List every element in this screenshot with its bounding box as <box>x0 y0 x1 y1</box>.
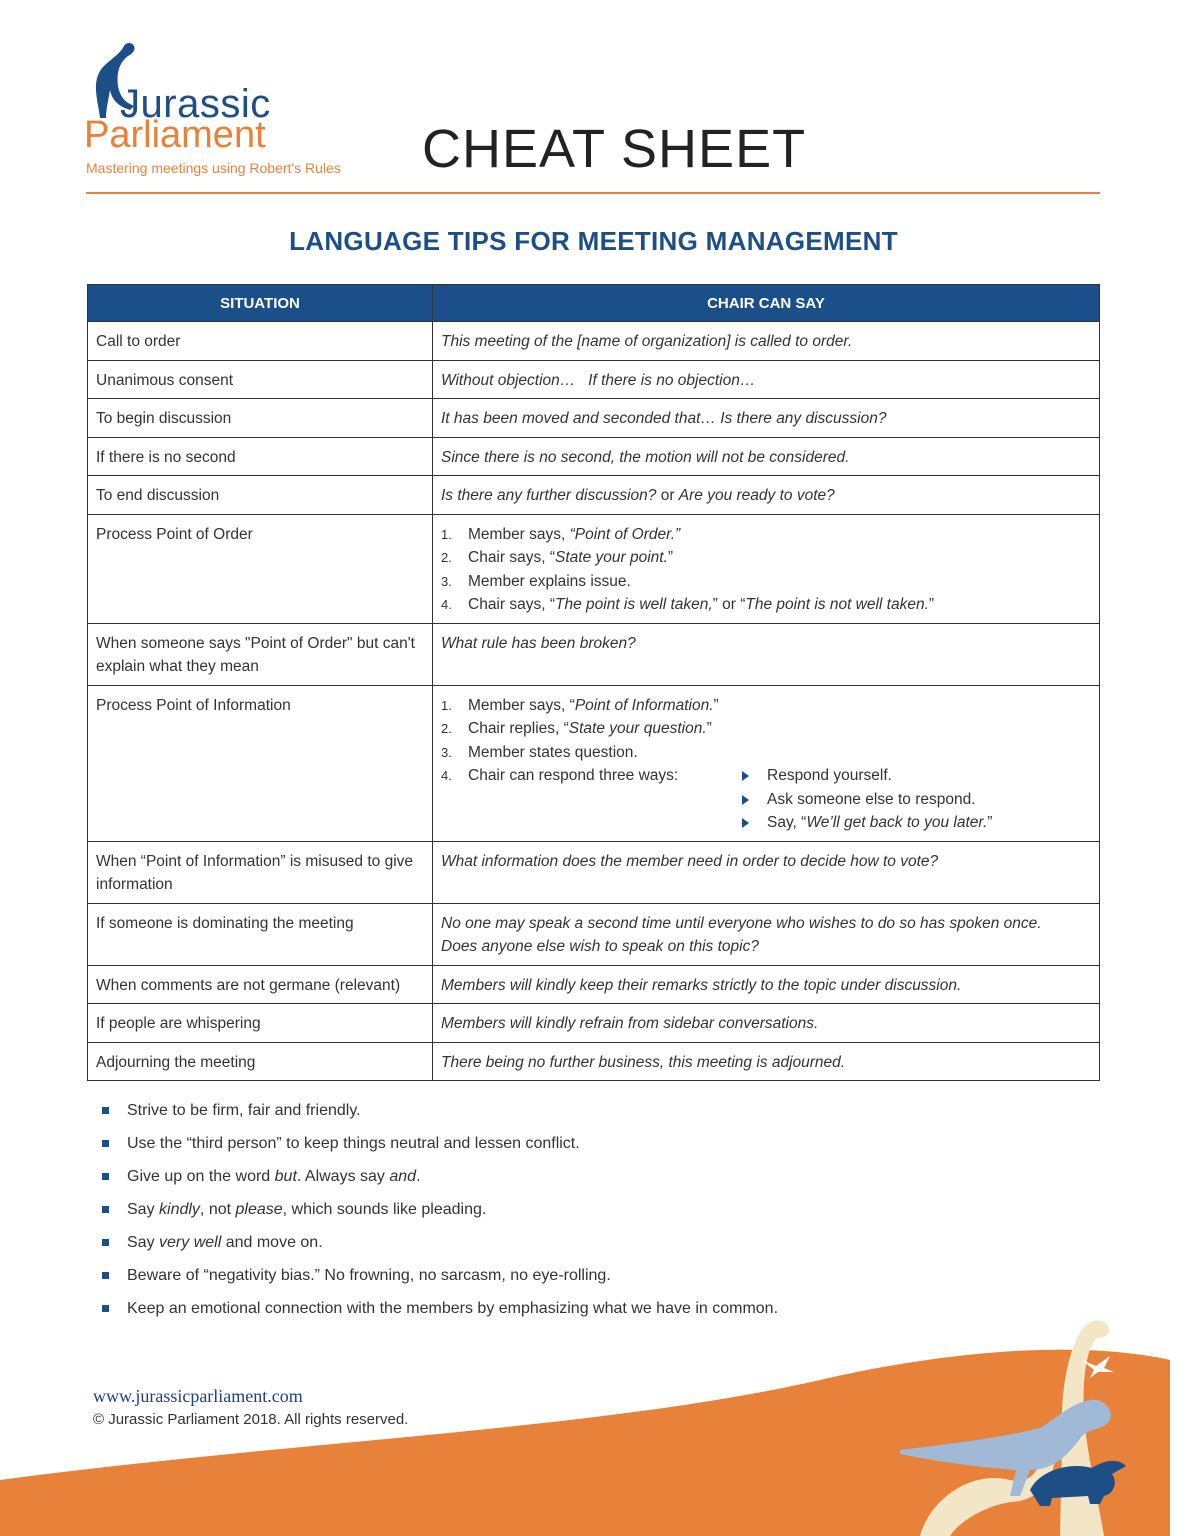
situation-cell: If there is no second <box>88 437 433 476</box>
step-number: 4. <box>441 597 452 612</box>
step-item <box>441 546 1091 570</box>
response-text: Respond yourself. <box>767 767 892 784</box>
tip-text: , which sounds like pleading. <box>282 1201 487 1218</box>
step-text: ” <box>667 549 674 566</box>
tip-text: Say <box>127 1234 160 1251</box>
response-option <box>740 764 992 788</box>
step-item <box>441 570 1091 594</box>
response-quote: We’ll get back to you later. <box>806 814 988 831</box>
situation-cell: When someone says "Point of Order" but can't explain what they mean <box>88 623 433 685</box>
step-number: 2. <box>441 721 452 736</box>
steps-list <box>441 523 1091 617</box>
tip-emphasis: very well <box>159 1234 222 1251</box>
table-row <box>88 476 1100 515</box>
chair-says-cell <box>433 514 1100 623</box>
step-number: 3. <box>441 744 452 760</box>
chair-says-text: Is there any further discussion? <box>441 487 657 504</box>
chair-says-line: No one may speak a second time until everyone who wishes to do so has spoken once. <box>441 914 1042 932</box>
response-text: ” <box>987 814 993 831</box>
page-title: CHEAT SHEET <box>422 119 807 179</box>
square-bullet-icon <box>102 1173 109 1180</box>
response-text: Say, “ <box>767 814 807 831</box>
step-quote: Point of Information. <box>574 696 714 714</box>
step-quote: The point is well taken, <box>555 596 713 613</box>
step-quote: “Point of Order.” <box>569 525 681 543</box>
column-header-chair-can-say: CHAIR CAN SAY <box>433 285 1100 322</box>
step-quote: State your point. <box>555 549 668 566</box>
situation-cell: Unanimous consent <box>88 360 433 399</box>
tip-text: Give up on the word <box>127 1168 275 1185</box>
square-bullet-icon <box>102 1272 109 1279</box>
tips-table <box>87 284 1100 1081</box>
tip-text: Say <box>127 1201 160 1218</box>
step-text: ” <box>706 720 712 737</box>
chair-says-cell <box>433 685 1100 841</box>
triangle-bullet-icon <box>742 771 749 781</box>
tip-emphasis: kindly <box>159 1201 200 1218</box>
tips-list <box>102 1098 778 1329</box>
chair-says-cell: It has been moved and seconded that… Is there any discussion? <box>433 399 1100 438</box>
copyright-text: © Jurassic Parliament 2018. All rights reserved. <box>93 1411 409 1428</box>
tip-text: Strive to be firm, fair and friendly. <box>127 1102 361 1119</box>
list-item <box>102 1098 778 1131</box>
situation-cell: When comments are not germane (relevant) <box>88 965 433 1004</box>
table-row <box>88 623 1100 685</box>
column-header-situation: SITUATION <box>88 285 433 322</box>
table-row <box>88 965 1100 1004</box>
step-text: Member says, “ <box>468 696 575 714</box>
situation-cell: If people are whispering <box>88 1004 433 1043</box>
step-text: ” <box>713 696 719 714</box>
chair-says-cell: What information does the member need in order to decide how to vote? <box>433 841 1100 903</box>
step-item <box>441 523 1091 547</box>
chair-says-cell: Without objection… If there is no objection… <box>433 360 1100 399</box>
tip-text: Beware of “negativity bias.” No frowning, no sarcasm, no eye-rolling. <box>127 1267 611 1284</box>
square-bullet-icon <box>102 1206 109 1213</box>
situation-cell: Call to order <box>88 322 433 361</box>
footer-decoration <box>0 1320 1187 1536</box>
chair-says-cell <box>433 903 1100 965</box>
step-number: 2. <box>441 550 452 565</box>
chair-says-cell: Members will kindly refrain from sidebar conversations. <box>433 1004 1100 1043</box>
tip-text: , not <box>199 1201 236 1218</box>
step-text: Chair can respond three ways: <box>468 767 679 784</box>
table-row <box>88 903 1100 965</box>
step-item <box>441 694 1091 718</box>
table-row <box>88 1004 1100 1043</box>
situation-cell: When “Point of Information” is misused to give information <box>88 841 433 903</box>
triangle-bullet-icon <box>742 795 749 805</box>
step-text: Member explains issue. <box>468 572 631 590</box>
logo-word-parliament: Parliament <box>84 114 266 156</box>
situation-cell: Process Point of Order <box>88 514 433 623</box>
tip-text: Keep an emotional connection with the members by emphasizing what we have in common. <box>127 1300 779 1317</box>
situation-cell: If someone is dominating the meeting <box>88 903 433 965</box>
square-bullet-icon <box>102 1140 109 1147</box>
tip-text: Use the “third person” to keep things neutral and lessen conflict. <box>127 1135 580 1152</box>
step-number: 1. <box>441 697 452 713</box>
tip-emphasis: please <box>235 1201 283 1218</box>
list-item <box>102 1230 778 1263</box>
response-option <box>740 811 992 835</box>
table-row <box>88 514 1100 623</box>
step-quote: State your question. <box>568 720 707 737</box>
situation-cell: Adjourning the meeting <box>88 1042 433 1081</box>
response-text: Ask someone else to respond. <box>767 790 976 808</box>
step-quote: The point is not well taken. <box>745 596 929 613</box>
step-number: 3. <box>441 573 452 589</box>
logo-word-jurassic: Jurassic <box>120 82 271 126</box>
step-text: Chair says, “ <box>468 596 555 613</box>
response-options-list <box>740 764 992 835</box>
list-item <box>102 1263 778 1296</box>
list-item <box>102 1197 778 1230</box>
situation-cell: Process Point of Information <box>88 685 433 841</box>
chair-says-connector: or <box>656 487 679 504</box>
tip-text: . <box>416 1168 421 1185</box>
chair-says-cell: There being no further business, this meeting is adjourned. <box>433 1042 1100 1081</box>
table-row <box>88 437 1100 476</box>
table-row <box>88 1042 1100 1081</box>
list-item <box>102 1164 778 1197</box>
step-item <box>441 764 1091 831</box>
step-text: Chair says, “ <box>468 549 555 566</box>
section-title: LANGUAGE TIPS FOR MEETING MANAGEMENT <box>289 226 898 256</box>
response-group <box>468 764 1091 831</box>
step-number: 1. <box>441 526 452 542</box>
step-text: ” <box>928 596 935 613</box>
logo-tagline: Mastering meetings using Robert's Rules <box>86 160 341 176</box>
table-row <box>88 841 1100 903</box>
table-row <box>88 322 1100 361</box>
response-option <box>740 788 992 812</box>
square-bullet-icon <box>102 1239 109 1246</box>
table-row <box>88 360 1100 399</box>
website-link[interactable]: www.jurassicparliament.com <box>93 1386 303 1406</box>
situation-cell: To end discussion <box>88 476 433 515</box>
chair-says-cell: Since there is no second, the motion will not be considered. <box>433 437 1100 476</box>
tip-text: . Always say <box>296 1168 390 1185</box>
step-text: ” or “ <box>712 596 746 613</box>
tip-emphasis: but <box>274 1168 297 1185</box>
chair-says-cell <box>433 476 1100 515</box>
chair-says-cell: What rule has been broken? <box>433 623 1100 685</box>
logo <box>60 40 380 190</box>
table-row <box>88 399 1100 438</box>
step-number: 4. <box>441 768 452 783</box>
step-text: Member states question. <box>468 743 638 761</box>
list-item <box>102 1131 778 1164</box>
step-item <box>441 717 1091 741</box>
chair-says-cell: This meeting of the [name of organization] is called to order. <box>433 322 1100 361</box>
triangle-bullet-icon <box>742 818 749 828</box>
chair-says-cell: Members will kindly keep their remarks strictly to the topic under discussion. <box>433 965 1100 1004</box>
situation-cell: To begin discussion <box>88 399 433 438</box>
table-header-row <box>88 285 1100 322</box>
square-bullet-icon <box>102 1107 109 1114</box>
step-text: Member says, <box>468 525 570 543</box>
step-item <box>441 593 1091 617</box>
steps-list <box>441 694 1091 831</box>
chair-says-line: Does anyone else wish to speak on this topic? <box>441 938 759 955</box>
tip-text: and move on. <box>221 1234 323 1251</box>
chair-says-text: Are you ready to vote? <box>678 487 835 504</box>
square-bullet-icon <box>102 1305 109 1312</box>
tip-emphasis: and <box>389 1168 417 1185</box>
table-row <box>88 685 1100 841</box>
header-divider <box>86 192 1100 194</box>
step-item <box>441 741 1091 765</box>
step-text: Chair replies, “ <box>468 720 569 737</box>
